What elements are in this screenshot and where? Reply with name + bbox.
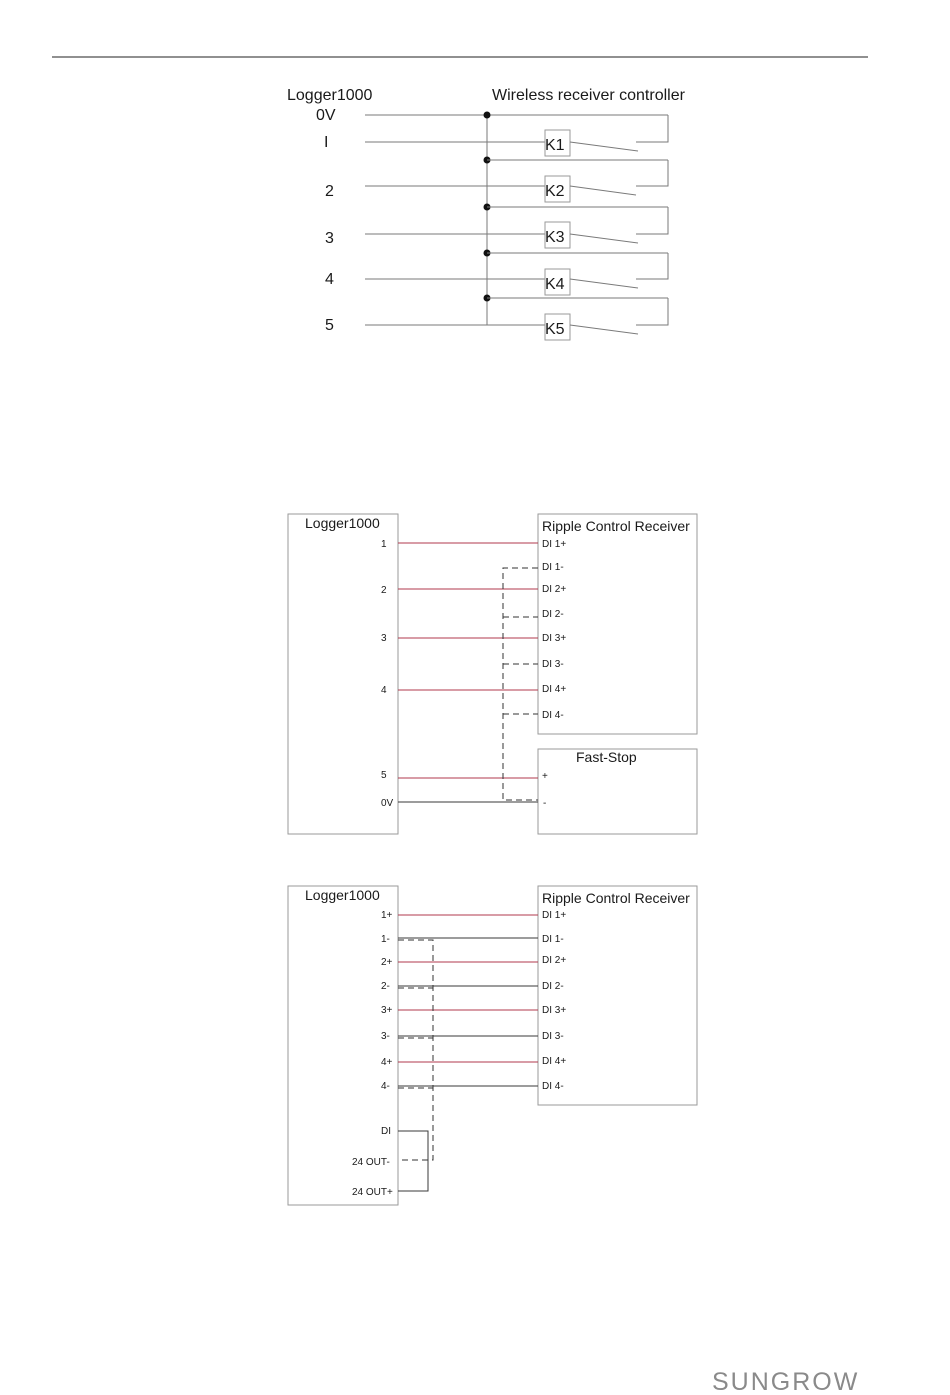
- relay-k3-return: [636, 207, 668, 234]
- dashed-negative-bus: [398, 940, 433, 1160]
- ripple-control-differential-diagram: [288, 886, 697, 1205]
- logger-terminal-2m: 2-: [381, 981, 390, 992]
- logger-terminal-1p: 1+: [381, 910, 393, 921]
- receiver-title: Ripple Control Receiver: [542, 890, 690, 906]
- receiver-terminal-di4p: DI 4+: [542, 684, 567, 695]
- relay-k5-return: [636, 298, 668, 325]
- relay-k4-label: K4: [545, 276, 565, 293]
- fast-stop-title: Fast-Stop: [576, 749, 637, 765]
- receiver-title: Ripple Control Receiver: [542, 518, 690, 534]
- receiver-terminal-di1m: DI 1-: [542, 934, 564, 945]
- terminal-0v-label: 0V: [316, 107, 336, 124]
- relay-k2-label: K2: [545, 183, 565, 200]
- receiver-terminal-di4m: DI 4-: [542, 710, 564, 721]
- relay-k4-return: [636, 253, 668, 279]
- receiver-terminal-di1p: DI 1+: [542, 910, 567, 921]
- relay-k1-return: [636, 115, 668, 142]
- wireless-receiver-diagram: [287, 87, 686, 340]
- logger-terminal-1m: 1-: [381, 934, 390, 945]
- receiver-terminal-di1p: DI 1+: [542, 539, 567, 550]
- receiver-terminal-di2m: DI 2-: [542, 609, 564, 620]
- logger-terminal-di: DI: [381, 1126, 391, 1137]
- relay-k1-contact: [570, 142, 638, 151]
- logger-box: [288, 514, 398, 834]
- junction-dot: [484, 112, 491, 119]
- receiver-terminal-di3m: DI 3-: [542, 1031, 564, 1042]
- logger-terminal-2p: 2+: [381, 957, 393, 968]
- logger-terminal-4: 4: [381, 685, 387, 696]
- receiver-terminal-di2p: DI 2+: [542, 955, 567, 966]
- relay-k3-contact: [570, 234, 638, 243]
- sungrow-logo: SUNGROW: [712, 1368, 860, 1395]
- relay-k2-contact: [570, 186, 636, 195]
- diagram1-right-title: Wireless receiver controller: [492, 87, 685, 104]
- relay-k3-label: K3: [545, 229, 565, 246]
- logger-terminal-0v: 0V: [381, 798, 394, 809]
- diagram1-left-title: Logger1000: [287, 87, 373, 104]
- logger-terminal-24out-plus: 24 OUT+: [352, 1187, 393, 1198]
- wire-di-to-24out: [398, 1131, 428, 1191]
- receiver-terminal-di4m: DI 4-: [542, 1081, 564, 1092]
- relay-k2-return: [636, 160, 668, 186]
- logger-title: Logger1000: [305, 887, 380, 903]
- logger-terminal-4m: 4-: [381, 1081, 390, 1092]
- fast-stop-terminal-plus: +: [542, 771, 548, 782]
- receiver-terminal-di3m: DI 3-: [542, 659, 564, 670]
- terminal-1-label: I: [324, 134, 329, 151]
- receiver-terminal-di3p: DI 3+: [542, 1005, 567, 1016]
- fast-stop-terminal-minus: -: [543, 798, 547, 809]
- receiver-terminal-di3p: DI 3+: [542, 633, 567, 644]
- ripple-control-fast-stop-diagram: [288, 514, 697, 834]
- logger-terminal-3: 3: [381, 633, 387, 644]
- logger-terminal-5: 5: [381, 770, 387, 781]
- relay-k4-contact: [570, 279, 638, 288]
- logger-terminal-24out-minus: 24 OUT-: [352, 1157, 390, 1168]
- logger-terminal-3p: 3+: [381, 1005, 393, 1016]
- relay-k5-contact: [570, 325, 638, 334]
- terminal-5-label: 5: [325, 317, 334, 334]
- logger-terminal-4p: 4+: [381, 1057, 393, 1068]
- relay-k1-label: K1: [545, 137, 565, 154]
- relay-k5-label: K5: [545, 321, 565, 338]
- receiver-terminal-di2p: DI 2+: [542, 584, 567, 595]
- terminal-2-label: 2: [325, 183, 334, 200]
- receiver-terminal-di1m: DI 1-: [542, 562, 564, 573]
- receiver-terminal-di2m: DI 2-: [542, 981, 564, 992]
- dashed-negative-bus: [503, 568, 538, 800]
- logger-terminal-2: 2: [381, 585, 387, 596]
- receiver-terminal-di4p: DI 4+: [542, 1056, 567, 1067]
- terminal-3-label: 3: [325, 230, 334, 247]
- logger-terminal-1: 1: [381, 539, 387, 550]
- terminal-4-label: 4: [325, 271, 334, 288]
- logger-terminal-3m: 3-: [381, 1031, 390, 1042]
- logger-title: Logger1000: [305, 515, 380, 531]
